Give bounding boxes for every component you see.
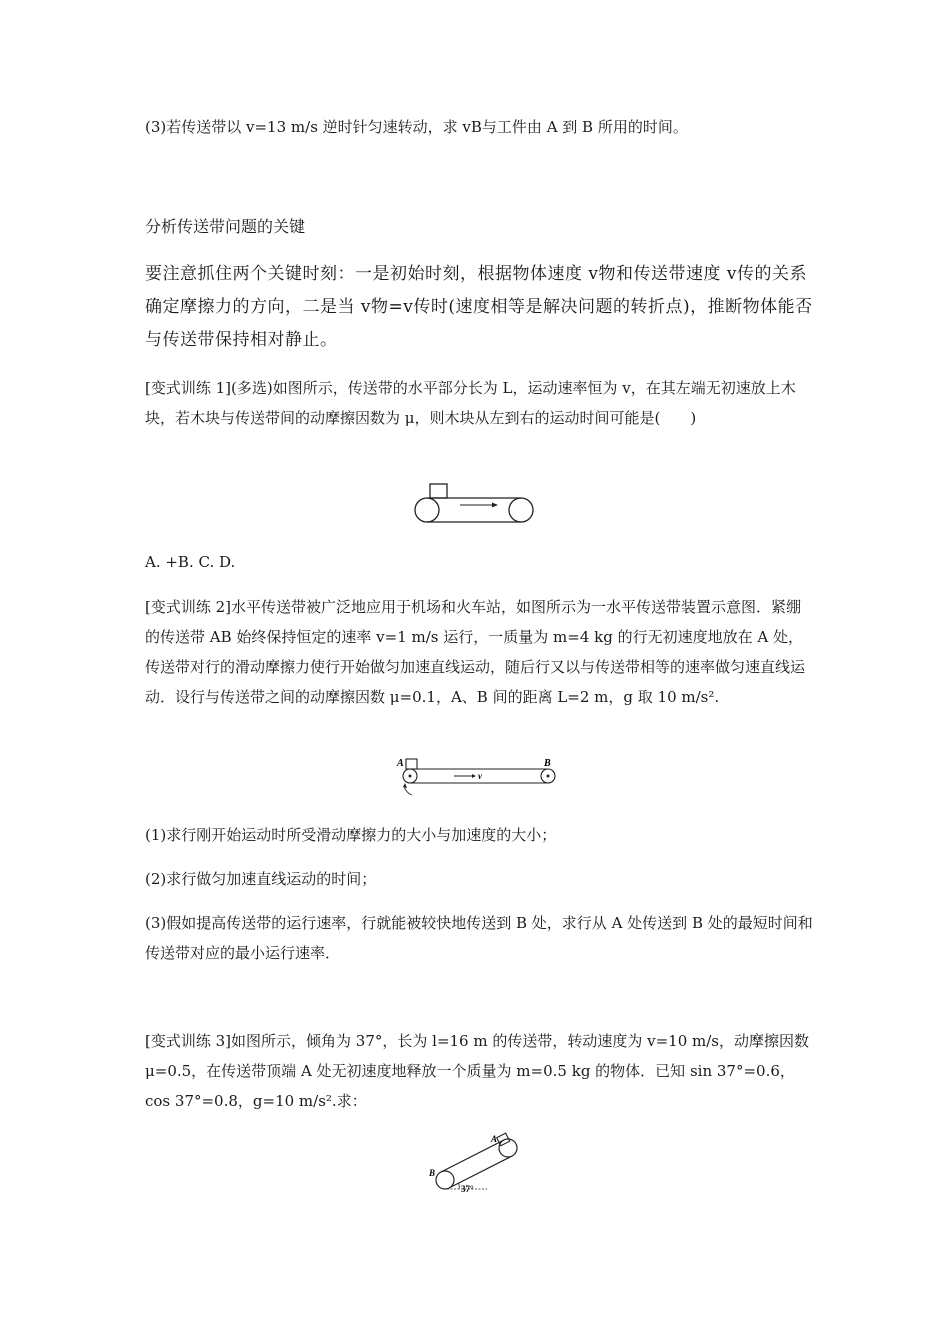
angle-label: 37° <box>461 1184 474 1194</box>
exercise-1-figure <box>410 478 540 528</box>
exercise-2-question-3: (3)假如提高传送带的运行速率，行就能被较快地传送到 B 处，求行从 A 处传送到 B 处的最短时间和传送带对应的最小运行速率． <box>145 914 813 962</box>
belt-upper <box>441 1140 504 1172</box>
velocity-label: v <box>478 771 482 781</box>
exercise-2-figure <box>390 756 570 798</box>
luggage <box>406 759 417 769</box>
prev-question-3: (3)若传送带以 v=13 m/s 逆时针匀速转动，求 vB与工件由 A 到 B 所用的时间。 <box>145 118 688 136</box>
left-roller <box>415 498 439 522</box>
exercise-1-text: [变式训练 1](多选)如图所示，传送带的水平部分长为 L，运动速率恒为 v，在其左端无初速放上木块，若木块与传送带间的动摩擦因数为 μ，则木块从左到右的运动时间可能是( ) <box>145 379 796 427</box>
exercise-3-figure <box>425 1128 535 1196</box>
key-points-title: 分析传送带问题的关键 <box>145 217 306 236</box>
label-b: B <box>544 758 551 769</box>
label-a: A <box>491 1134 498 1144</box>
roller-a-axle <box>409 775 412 778</box>
exercise-2-question-2: (2)求行做匀加速直线运动的时间； <box>145 870 377 888</box>
exercise-3-text: [变式训练 3]如图所示，倾角为 37°，长为 l=16 m 的传送带，转动速度为 v=10 m/s，动摩擦因数 μ=0.5，在传送带顶端 A 处无初速度地释放一个质量为 m=0.5 kg 的物体．已知 sin 37°=0.6，cos 37°=0.8，g=10 m/s².求： <box>145 1032 809 1110</box>
block <box>430 484 447 498</box>
exercise-1-options: A. +B. C. D. <box>145 553 236 571</box>
rotation-arrow-head <box>403 783 407 788</box>
exercise-2-text: [变式训练 2]水平传送带被广泛地应用于机场和火车站，如图所示为一水平传送带装置示意图．紧绷的传送带 AB 始终保持恒定的速率 v=1 m/s 运行，一质量为 m=4 kg 的行无初速度地放在 A 处，传送带对行的滑动摩擦力使行开始做匀加速直线运动，随后行又以与传送带相等的速率做匀速直线运动．设行与传送带之间的动摩擦因数 μ=0.1，A、B 间的距离 L=2 m，g 取 10 m/s². <box>145 598 806 706</box>
label-b: B <box>429 1168 436 1178</box>
roller-b-axle <box>547 775 550 778</box>
key-points-body: 要注意抓住两个关键时刻：一是初始时刻，根据物体速度 v物和传送带速度 v传的关系确定摩擦力的方向，二是当 v物=v传时(速度相等是解决问题的转折点)，推断物体能否与传送带保持相对静止。 <box>145 264 813 350</box>
arrow-head <box>492 503 498 508</box>
label-a: A <box>397 758 404 769</box>
exercise-2-question-1: (1)求行刚开始运动时所受滑动摩擦力的大小与加速度的大小； <box>145 826 557 844</box>
right-roller <box>509 498 533 522</box>
velocity-arrow-head <box>472 774 476 778</box>
